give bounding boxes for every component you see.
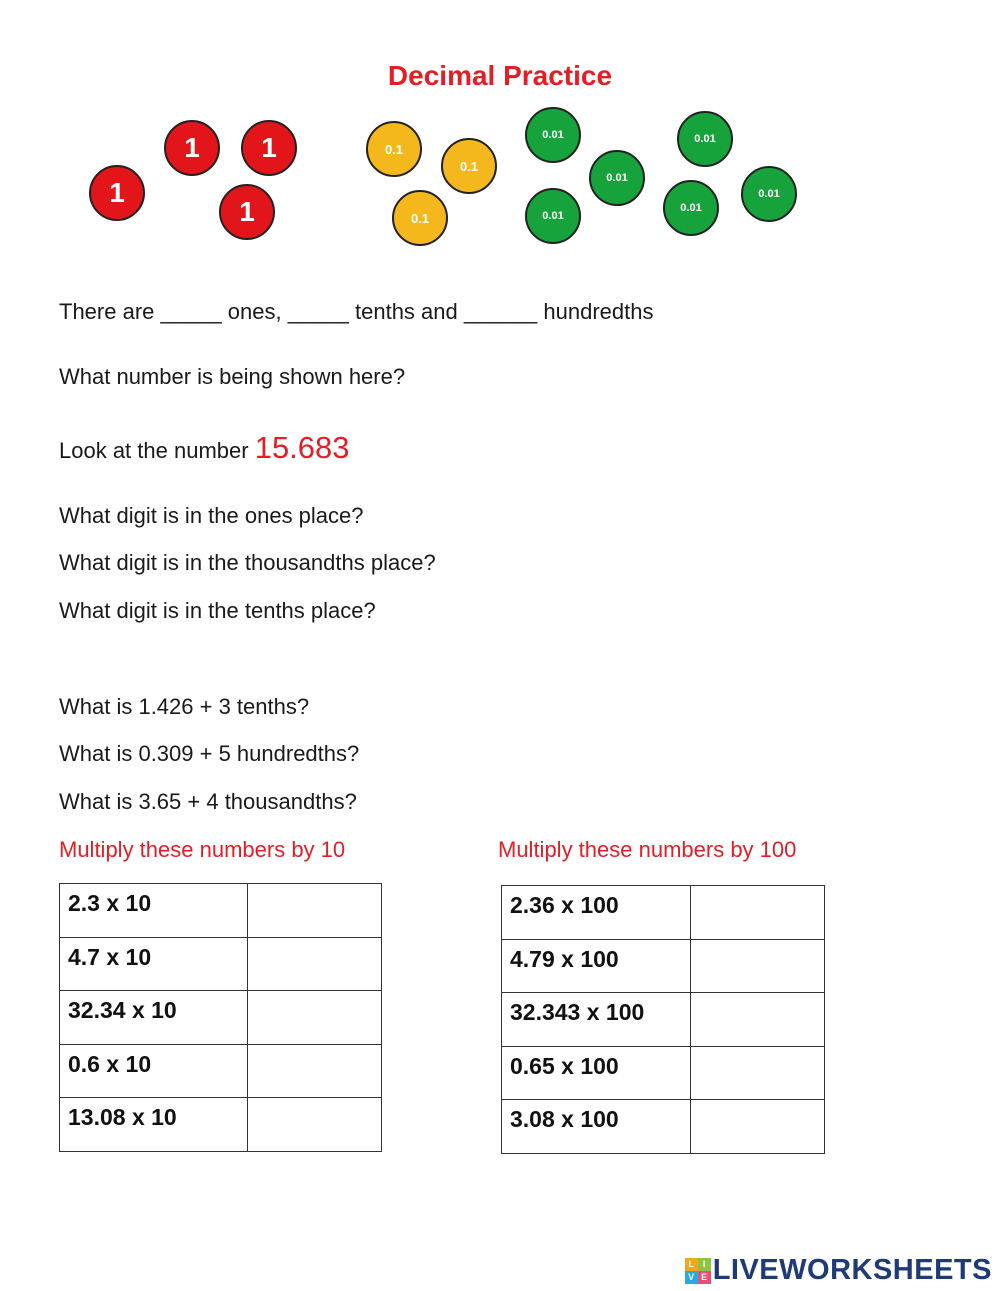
problem-cell: 0.6 x 10 [60, 1044, 248, 1098]
question-add-tenths: What is 1.426 + 3 tenths? [59, 694, 310, 719]
logo-text: LIVEWORKSHEETS [712, 1254, 992, 1286]
multiply-by-100-heading: Multiply these numbers by 100 [498, 837, 797, 862]
hundredths-counter: 0.01 [589, 150, 645, 206]
answer-cell[interactable] [691, 939, 825, 993]
problem-cell: 4.7 x 10 [60, 937, 248, 991]
answer-cell[interactable] [691, 1046, 825, 1100]
answer-cell[interactable] [248, 884, 382, 938]
look-at-prefix: Look at the number [59, 438, 249, 463]
answer-cell[interactable] [248, 937, 382, 991]
question-number-shown: What number is being shown here? [59, 364, 406, 389]
logo-mark-icon: L I V E [685, 1258, 711, 1284]
problem-cell: 0.65 x 100 [502, 1046, 691, 1100]
answer-cell[interactable] [691, 1100, 825, 1154]
hundredths-counter: 0.01 [525, 107, 581, 163]
ones-counter: 1 [89, 165, 145, 221]
question-add-hundredths: What is 0.309 + 5 hundredths? [59, 741, 360, 766]
ones-counter: 1 [219, 184, 275, 240]
ones-counter: 1 [241, 120, 297, 176]
answer-cell[interactable] [691, 886, 825, 940]
multiply-by-10-table [59, 883, 382, 1152]
featured-number: 15.683 [254, 430, 350, 465]
hundredths-counter: 0.01 [663, 180, 719, 236]
problem-cell: 2.36 x 100 [502, 886, 691, 940]
answer-cell[interactable] [248, 991, 382, 1045]
tenths-counter: 0.1 [366, 121, 422, 177]
question-tenths-place: What digit is in the tenths place? [59, 598, 376, 623]
table-row [502, 886, 825, 940]
answer-cell[interactable] [248, 1098, 382, 1152]
table-row [60, 1044, 382, 1098]
hundredths-counter: 0.01 [525, 188, 581, 244]
table-row [60, 1098, 382, 1152]
answer-cell[interactable] [248, 1044, 382, 1098]
answer-cell[interactable] [691, 993, 825, 1047]
table-row [502, 939, 825, 993]
tenths-counter: 0.1 [392, 190, 448, 246]
ones-counter: 1 [164, 120, 220, 176]
liveworksheets-logo [685, 1254, 992, 1287]
table-row [60, 937, 382, 991]
tenths-counter: 0.1 [441, 138, 497, 194]
problem-cell: 3.08 x 100 [502, 1100, 691, 1154]
page-title: Decimal Practice [387, 60, 613, 91]
question-thousandths-place: What digit is in the thousandths place? [59, 550, 436, 575]
table-row [502, 1046, 825, 1100]
table-row [60, 884, 382, 938]
problem-cell: 13.08 x 10 [60, 1098, 248, 1152]
problem-cell: 4.79 x 100 [502, 939, 691, 993]
table-row [60, 991, 382, 1045]
table-row [502, 993, 825, 1047]
hundredths-counter: 0.01 [677, 111, 733, 167]
multiply-by-10-heading: Multiply these numbers by 10 [59, 837, 346, 862]
hundredths-counter: 0.01 [741, 166, 797, 222]
question-add-thousandths: What is 3.65 + 4 thousandths? [59, 789, 357, 814]
problem-cell: 32.34 x 10 [60, 991, 248, 1045]
multiply-by-100-table [501, 885, 825, 1154]
table-row [502, 1100, 825, 1154]
problem-cell: 32.343 x 100 [502, 993, 691, 1047]
problem-cell: 2.3 x 10 [60, 884, 248, 938]
question-ones-place: What digit is in the ones place? [59, 503, 364, 528]
look-at-number-line [59, 430, 350, 466]
question-place-values: There are _____ ones, _____ tenths and ______ hundredths [59, 299, 654, 324]
